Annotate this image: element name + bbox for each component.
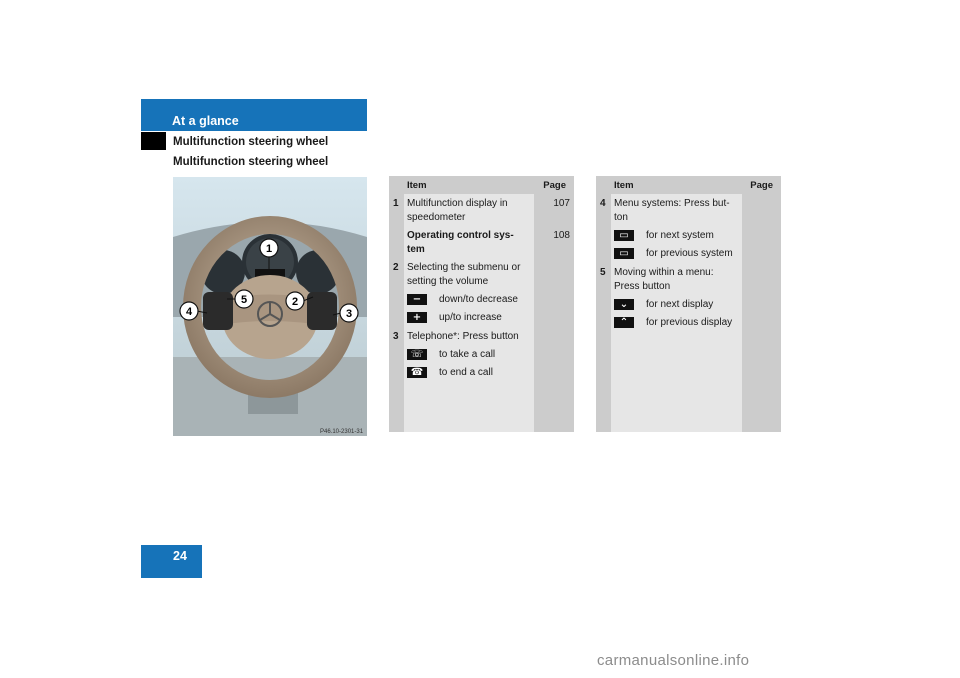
item-text: to take a call xyxy=(439,349,496,360)
previous-display-icon: ⌃ xyxy=(614,317,634,328)
item-text: Telephone*: Press button xyxy=(407,331,519,342)
item-text: Selecting the submenu or setting the volume xyxy=(407,262,521,287)
table-right xyxy=(596,176,781,432)
next-system-icon: ▭ xyxy=(614,230,634,241)
section-title: At a glance xyxy=(172,114,239,128)
page-ref: 108 xyxy=(553,230,570,241)
column-header-page: Page xyxy=(543,180,566,191)
column-header-item: Item xyxy=(614,180,634,191)
previous-system-icon: ▭ xyxy=(614,248,634,259)
item-number: 1 xyxy=(393,198,399,209)
item-number: 5 xyxy=(600,267,606,278)
page-number: 24 xyxy=(173,549,187,563)
column-header-page: Page xyxy=(750,180,773,191)
item-text: Menu systems: Press but- ton xyxy=(614,198,730,223)
photo-code: P46.10-2301-31 xyxy=(320,429,364,435)
item-text: for previous system xyxy=(646,248,733,259)
page-number-box xyxy=(141,545,202,578)
plus-button-icon: + xyxy=(407,312,427,323)
item-text: Multifunction display in speedometer xyxy=(407,198,508,223)
item-text: for next system xyxy=(646,230,714,241)
page-column xyxy=(534,176,574,432)
section-header-tab xyxy=(141,99,367,131)
item-text: to end a call xyxy=(439,367,493,378)
item-number-column xyxy=(389,194,404,432)
callout-1: 1 xyxy=(265,243,273,255)
item-text: up/to increase xyxy=(439,312,502,323)
item-text: Moving within a menu: Press button xyxy=(614,267,714,292)
section-marker xyxy=(141,132,166,150)
page-column xyxy=(742,176,781,432)
callout-3: 3 xyxy=(345,308,353,320)
steering-wheel-illustration xyxy=(173,177,367,436)
item-number: 2 xyxy=(393,262,399,273)
callout-4: 4 xyxy=(185,306,193,318)
item-number: 3 xyxy=(393,331,399,342)
steering-wheel-photo xyxy=(173,177,367,436)
callout-2: 2 xyxy=(291,296,299,308)
phone-accept-icon: ☏ xyxy=(407,349,427,360)
minus-button-icon: − xyxy=(407,294,427,305)
item-number-column xyxy=(596,194,611,432)
item-text: for next display xyxy=(646,299,714,310)
figure-title: Multifunction steering wheel xyxy=(173,156,329,168)
page-subtitle: Multifunction steering wheel xyxy=(173,136,329,148)
column-header-item: Item xyxy=(407,180,427,191)
callout-5: 5 xyxy=(240,294,248,306)
phone-end-icon: ☎ xyxy=(407,367,427,378)
table-left xyxy=(389,176,574,432)
watermark: carmanualsonline.info xyxy=(597,652,750,669)
item-text: down/to decrease xyxy=(439,294,518,305)
item-text: for previous display xyxy=(646,317,733,328)
next-display-icon: ⌄ xyxy=(614,299,634,310)
item-text: Operating control sys- tem xyxy=(407,230,514,255)
item-number: 4 xyxy=(600,198,606,209)
page-ref: 107 xyxy=(553,198,570,209)
